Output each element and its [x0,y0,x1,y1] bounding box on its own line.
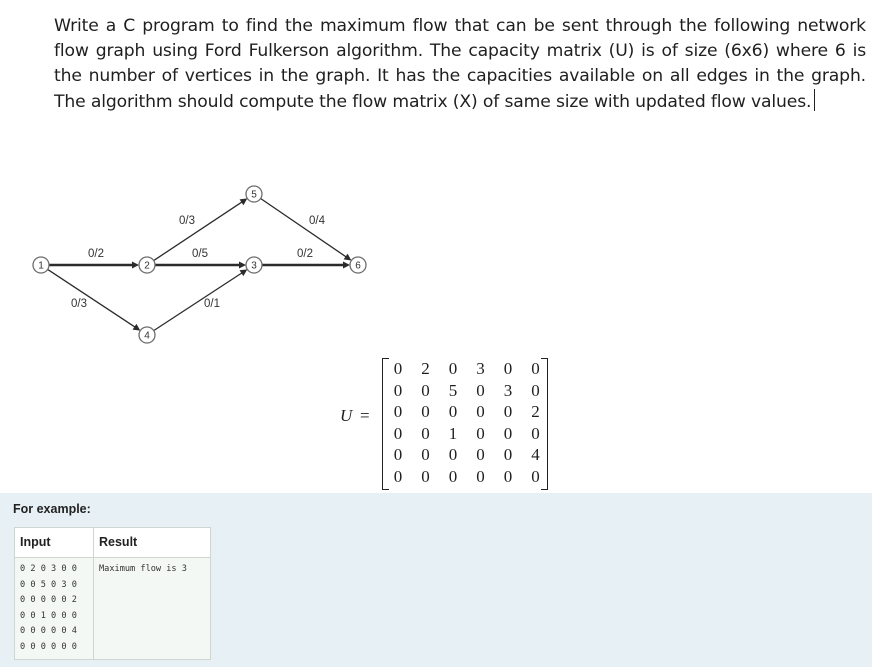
svg-text:5: 5 [251,189,257,201]
matrix-cell: 0 [421,445,430,464]
question-text-body: Write a C program to find the maximum flow that can be sent through the following network flow graph using Ford Fulkerson algorithm. The capacity matrix (U) is of size (6x6) where 6 is the number of vertices in the graph. It has the capacities available on all edges in the graph. The algorithm should compute the flow matrix (X) of same size with updated flow values. [54,16,866,112]
graph-node-4 [139,327,155,343]
example-table-header-row [15,528,211,558]
graph-node-2 [139,257,155,273]
matrix-body [382,358,548,490]
matrix-name: U [340,406,353,425]
matrix-cell: 0 [503,466,513,486]
input-line: 0 0 0 0 0 0 [20,641,77,652]
matrix-cell: 3 [503,380,513,400]
matrix-cell: 0 [393,445,403,464]
matrix-cell: 0 [476,466,485,486]
input-cell [15,558,94,660]
edge-label-3-6: 0/2 [297,248,313,260]
matrix-equals-sign: = [360,406,370,425]
edge-label-1-4: 0/3 [71,298,87,310]
graph-node-6 [350,257,366,273]
result-text: Maximum flow is 3 [99,564,187,574]
matrix-cell: 0 [503,423,513,443]
result-column-header: Result [94,528,211,558]
input-line: 0 2 0 3 0 0 [20,564,77,574]
matrix-cell: 0 [448,359,458,378]
matrix-cell: 0 [393,359,403,378]
svg-text:2: 2 [144,260,150,272]
matrix-cell: 0 [448,445,458,464]
matrix-cell: 3 [476,359,485,378]
matrix-cell: 0 [476,445,485,464]
matrix-cell: 0 [393,402,403,421]
matrix-cell: 4 [531,445,540,464]
svg-text:6: 6 [355,260,361,272]
matrix-cell: 0 [531,359,540,378]
matrix-cell: 0 [476,380,485,400]
example-table [14,527,211,660]
graph-edge-4-3 [154,269,248,330]
matrix-cell: 0 [476,402,485,421]
matrix-cell: 0 [421,402,430,421]
matrix-cell: 5 [448,380,458,400]
matrix-cell: 1 [448,423,458,443]
svg-text:3: 3 [251,260,257,272]
graph-edge-3-6 [262,262,350,269]
matrix-cell: 0 [421,380,430,400]
matrix-cell: 0 [448,402,458,421]
matrix-cell: 0 [531,466,540,486]
svg-text:1: 1 [38,260,44,272]
matrix-cell: 0 [531,380,540,400]
input-line: 0 0 0 0 0 4 [20,626,77,636]
result-cell [94,558,211,660]
input-column-header: Input [15,528,94,558]
matrix-cell: 0 [421,466,430,486]
graph-edge-2-3 [155,262,246,269]
graph-node-1 [33,257,49,273]
matrix-cell: 0 [503,402,513,421]
example-label: For example: [13,502,91,516]
matrix-cell: 0 [531,423,540,443]
matrix-cell: 0 [393,423,403,443]
matrix-cell: 0 [448,466,458,486]
svg-text:4: 4 [144,330,150,342]
matrix-left-bracket [382,358,389,490]
matrix-cell: 2 [531,402,540,421]
matrix-cell: 0 [393,466,403,486]
graph-edge-1-4 [48,269,141,330]
edge-label-5-6: 0/4 [309,215,325,227]
graph-edge-1-2 [49,262,139,269]
matrix-cell: 0 [421,423,430,443]
graph-node-5 [246,186,262,202]
edge-label-2-5: 0/3 [179,215,195,227]
graph-node-3 [246,257,262,273]
edge-label-2-3: 0/5 [192,248,208,260]
matrix-cell: 0 [503,445,513,464]
input-line: 0 0 1 0 0 0 [20,610,77,621]
matrix-cell: 0 [393,380,403,400]
matrix-cell: 2 [421,359,430,378]
input-line: 0 0 5 0 3 0 [20,579,77,590]
edge-label-4-3: 0/1 [204,298,220,310]
matrix-cell: 0 [476,423,485,443]
edge-label-1-2: 0/2 [88,248,104,260]
input-line: 0 0 0 0 0 2 [20,595,77,605]
matrix-cell: 0 [503,359,513,378]
example-table-row [15,558,211,660]
